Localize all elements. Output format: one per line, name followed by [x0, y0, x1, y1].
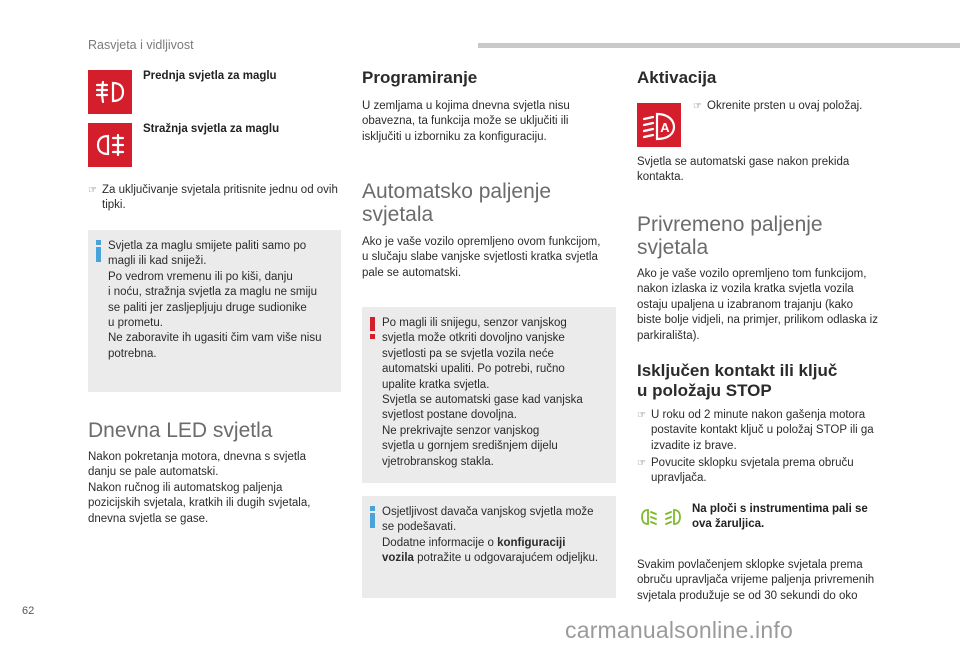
warning-line: svjetla može otkriti dovoljno vanjske: [382, 332, 565, 345]
ignition-off-bullet-text: Povucite sklopku svjetala prema obruču upravljača.: [651, 457, 854, 485]
ignition-off-bullet-2: [637, 456, 897, 487]
section-title: Rasvjeta i vidljivost: [88, 38, 194, 52]
sensitivity-line: se podešavati.: [382, 521, 457, 534]
warning-line: svjetlost postane dovoljna.: [382, 409, 517, 422]
sensitivity-info-box: [362, 496, 616, 598]
led-line: dnevna svjetla se gase.: [88, 512, 209, 525]
auto-lights-line: u slučaju slabe vanjske svjetlosti kratka svjetla: [362, 251, 598, 264]
bullet-arrow-icon: ☞: [637, 458, 646, 469]
activation-line: kontakta.: [637, 171, 684, 184]
fog-instruction-bullet: [88, 183, 338, 214]
warning-line: Po magli ili snijegu, senzor vanjskog: [382, 317, 567, 329]
watermark: carmanualsonline.info: [565, 617, 793, 643]
warning-line: upalite kratka svjetla.: [382, 378, 490, 391]
fog-info-box: [88, 230, 341, 392]
activation-heading: Aktivacija: [637, 68, 717, 87]
warning-line: automatski upaliti. Po potrebi, ručno: [382, 363, 565, 376]
fog-info-line: u prometu.: [108, 317, 163, 330]
fog-info-line: Ne zaboravite ih ugasiti čim vam više nisu: [108, 332, 322, 345]
activation-bullet-text: Okrenite prsten u ovaj položaj.: [707, 100, 863, 112]
fog-info-line: se paliti jer zasljepljuju druge sudionike: [108, 301, 307, 314]
header-bar: [478, 43, 960, 48]
rear-fog-label: Stražnja svjetla za maglu: [143, 123, 280, 135]
sensor-warning-box: [362, 307, 616, 483]
temporary-lights-line: parkirališta).: [637, 329, 700, 342]
low-beam-indicator-icon: [639, 506, 683, 528]
ignition-off-bullet-1: [637, 408, 897, 454]
activation-paragraph: [637, 155, 897, 186]
ignition-off-bullet-text: U roku od 2 minute nakon gašenja motora postavite kontakt ključ u položaj STOP ili ga izvadite iz brave.: [651, 409, 874, 452]
bullet-arrow-icon: ☞: [637, 410, 646, 421]
warning-line: svjetla u gornjem središnjem dijelu: [382, 440, 558, 453]
led-line: danju se pale automatski.: [88, 466, 219, 479]
temporary-lights-heading-line: Privremeno paljenje: [637, 213, 823, 236]
bullet-arrow-icon: ☞: [88, 185, 97, 196]
fog-info-line: magli ili kad sniježi.: [108, 255, 207, 268]
temporary-lights-line: ostaju upaljena u izabranom trajanju (kako: [637, 298, 854, 311]
bullet-arrow-icon: ☞: [693, 101, 702, 112]
auto-lights-heading-line: Automatsko paljenje: [362, 180, 552, 203]
warning-icon: [367, 317, 379, 339]
led-line: Nakon pokretanja motora, dnevna s svjetla: [88, 451, 306, 463]
fog-info-line: i noću, stražnja svjetla za maglu ne smiju: [108, 286, 318, 299]
ignition-off-heading-line: u položaju STOP: [637, 381, 772, 400]
programming-heading: Programiranje: [362, 68, 478, 87]
extension-line: obruču upravljača vrijeme paljenja privremenih: [637, 574, 875, 587]
programming-paragraph: [362, 99, 616, 145]
front-fog-light-icon: [88, 70, 132, 114]
temporary-lights-line: biste bolje vidjeli, na primjer, prilikom odlaska iz: [637, 314, 878, 327]
info-icon: [367, 506, 379, 528]
activation-bullet: [693, 99, 893, 114]
fog-instruction-text: Za uključivanje svjetala pritisnite jednu od ovih tipki.: [102, 184, 338, 212]
sensitivity-text: Dodatne informacije o: [382, 536, 498, 549]
low-beam-indicator-label-line: ova žaruljica.: [692, 518, 765, 531]
sensitivity-line: [382, 536, 606, 551]
led-line: Nakon ručnog ili automatskog paljenja: [88, 481, 283, 494]
programming-line: obavezna, ta funkcija može se uključiti ili: [362, 115, 569, 128]
extension-paragraph: [637, 558, 897, 604]
auto-headlamp-icon: [637, 103, 681, 147]
temporary-lights-line: Ako je vaše vozilo opremljeno tom funkcijom,: [637, 268, 867, 280]
temporary-lights-paragraph: [637, 267, 897, 344]
auto-lights-paragraph: [362, 235, 616, 281]
ignition-off-heading: [637, 361, 837, 401]
front-fog-label: Prednja svjetla za maglu: [143, 70, 277, 82]
low-beam-indicator-label: [692, 502, 868, 533]
temporary-lights-heading: [637, 213, 823, 259]
led-heading: Dnevna LED svjetla: [88, 419, 273, 442]
warning-line: Ne prekrivajte senzor vanjskog: [382, 424, 540, 437]
warning-line: vjetrobranskog stakla.: [382, 455, 494, 468]
warning-line: Svjetla se automatski gase kad vanjska: [382, 394, 583, 407]
extension-line: svjetala produžuje se od 30 sekundi do oko: [637, 589, 858, 602]
programming-line: U zemljama u kojima dnevna svjetla nisu: [362, 100, 570, 112]
fog-info-line: Po vedrom vremenu ili po kiši, danju: [108, 270, 293, 283]
page-number: 62: [22, 605, 35, 617]
svg-text:A: A: [660, 120, 670, 135]
rear-fog-light-icon: [88, 123, 132, 167]
extension-line: Svakim povlačenjem sklopke svjetala prema: [637, 559, 863, 571]
auto-lights-heading-line: svjetala: [362, 203, 434, 226]
warning-line: svjetlosti pa se svjetla vozila neće: [382, 347, 554, 360]
temporary-lights-heading-line: svjetala: [637, 236, 709, 259]
sensitivity-bold-text: vozila: [382, 552, 414, 565]
ignition-off-heading-line: Isključen kontakt ili ključ: [637, 361, 838, 380]
info-icon: [93, 240, 105, 262]
programming-line: isključiti u izborniku za konfiguraciju.: [362, 130, 547, 143]
led-line: pozicijskih svjetala, kratkih ili dugih svjetala,: [88, 497, 311, 510]
fog-info-line: potrebna.: [108, 347, 157, 360]
temporary-lights-line: nakon izlaska iz vozila kratka svjetla vozila: [637, 283, 854, 296]
auto-lights-heading: [362, 180, 551, 226]
sensitivity-line: Osjetljivost davača vanjskog svjetla može: [382, 506, 594, 518]
low-beam-indicator-label-line: Na ploči s instrumentima pali se: [692, 503, 868, 515]
auto-lights-line: pale se automatski.: [362, 266, 462, 279]
activation-line: Svjetla se automatski gase nakon prekida: [637, 156, 850, 168]
sensitivity-line: [382, 551, 606, 566]
sensitivity-text: potražite u odgovarajućem odjeljku.: [413, 552, 599, 565]
sensitivity-bold-text: konfiguraciji: [497, 536, 566, 549]
auto-lights-line: Ako je vaše vozilo opremljeno ovom funkcijom,: [362, 236, 601, 248]
fog-info-line: Svjetla za maglu smijete paliti samo po: [108, 240, 307, 252]
led-paragraph: [88, 450, 341, 527]
